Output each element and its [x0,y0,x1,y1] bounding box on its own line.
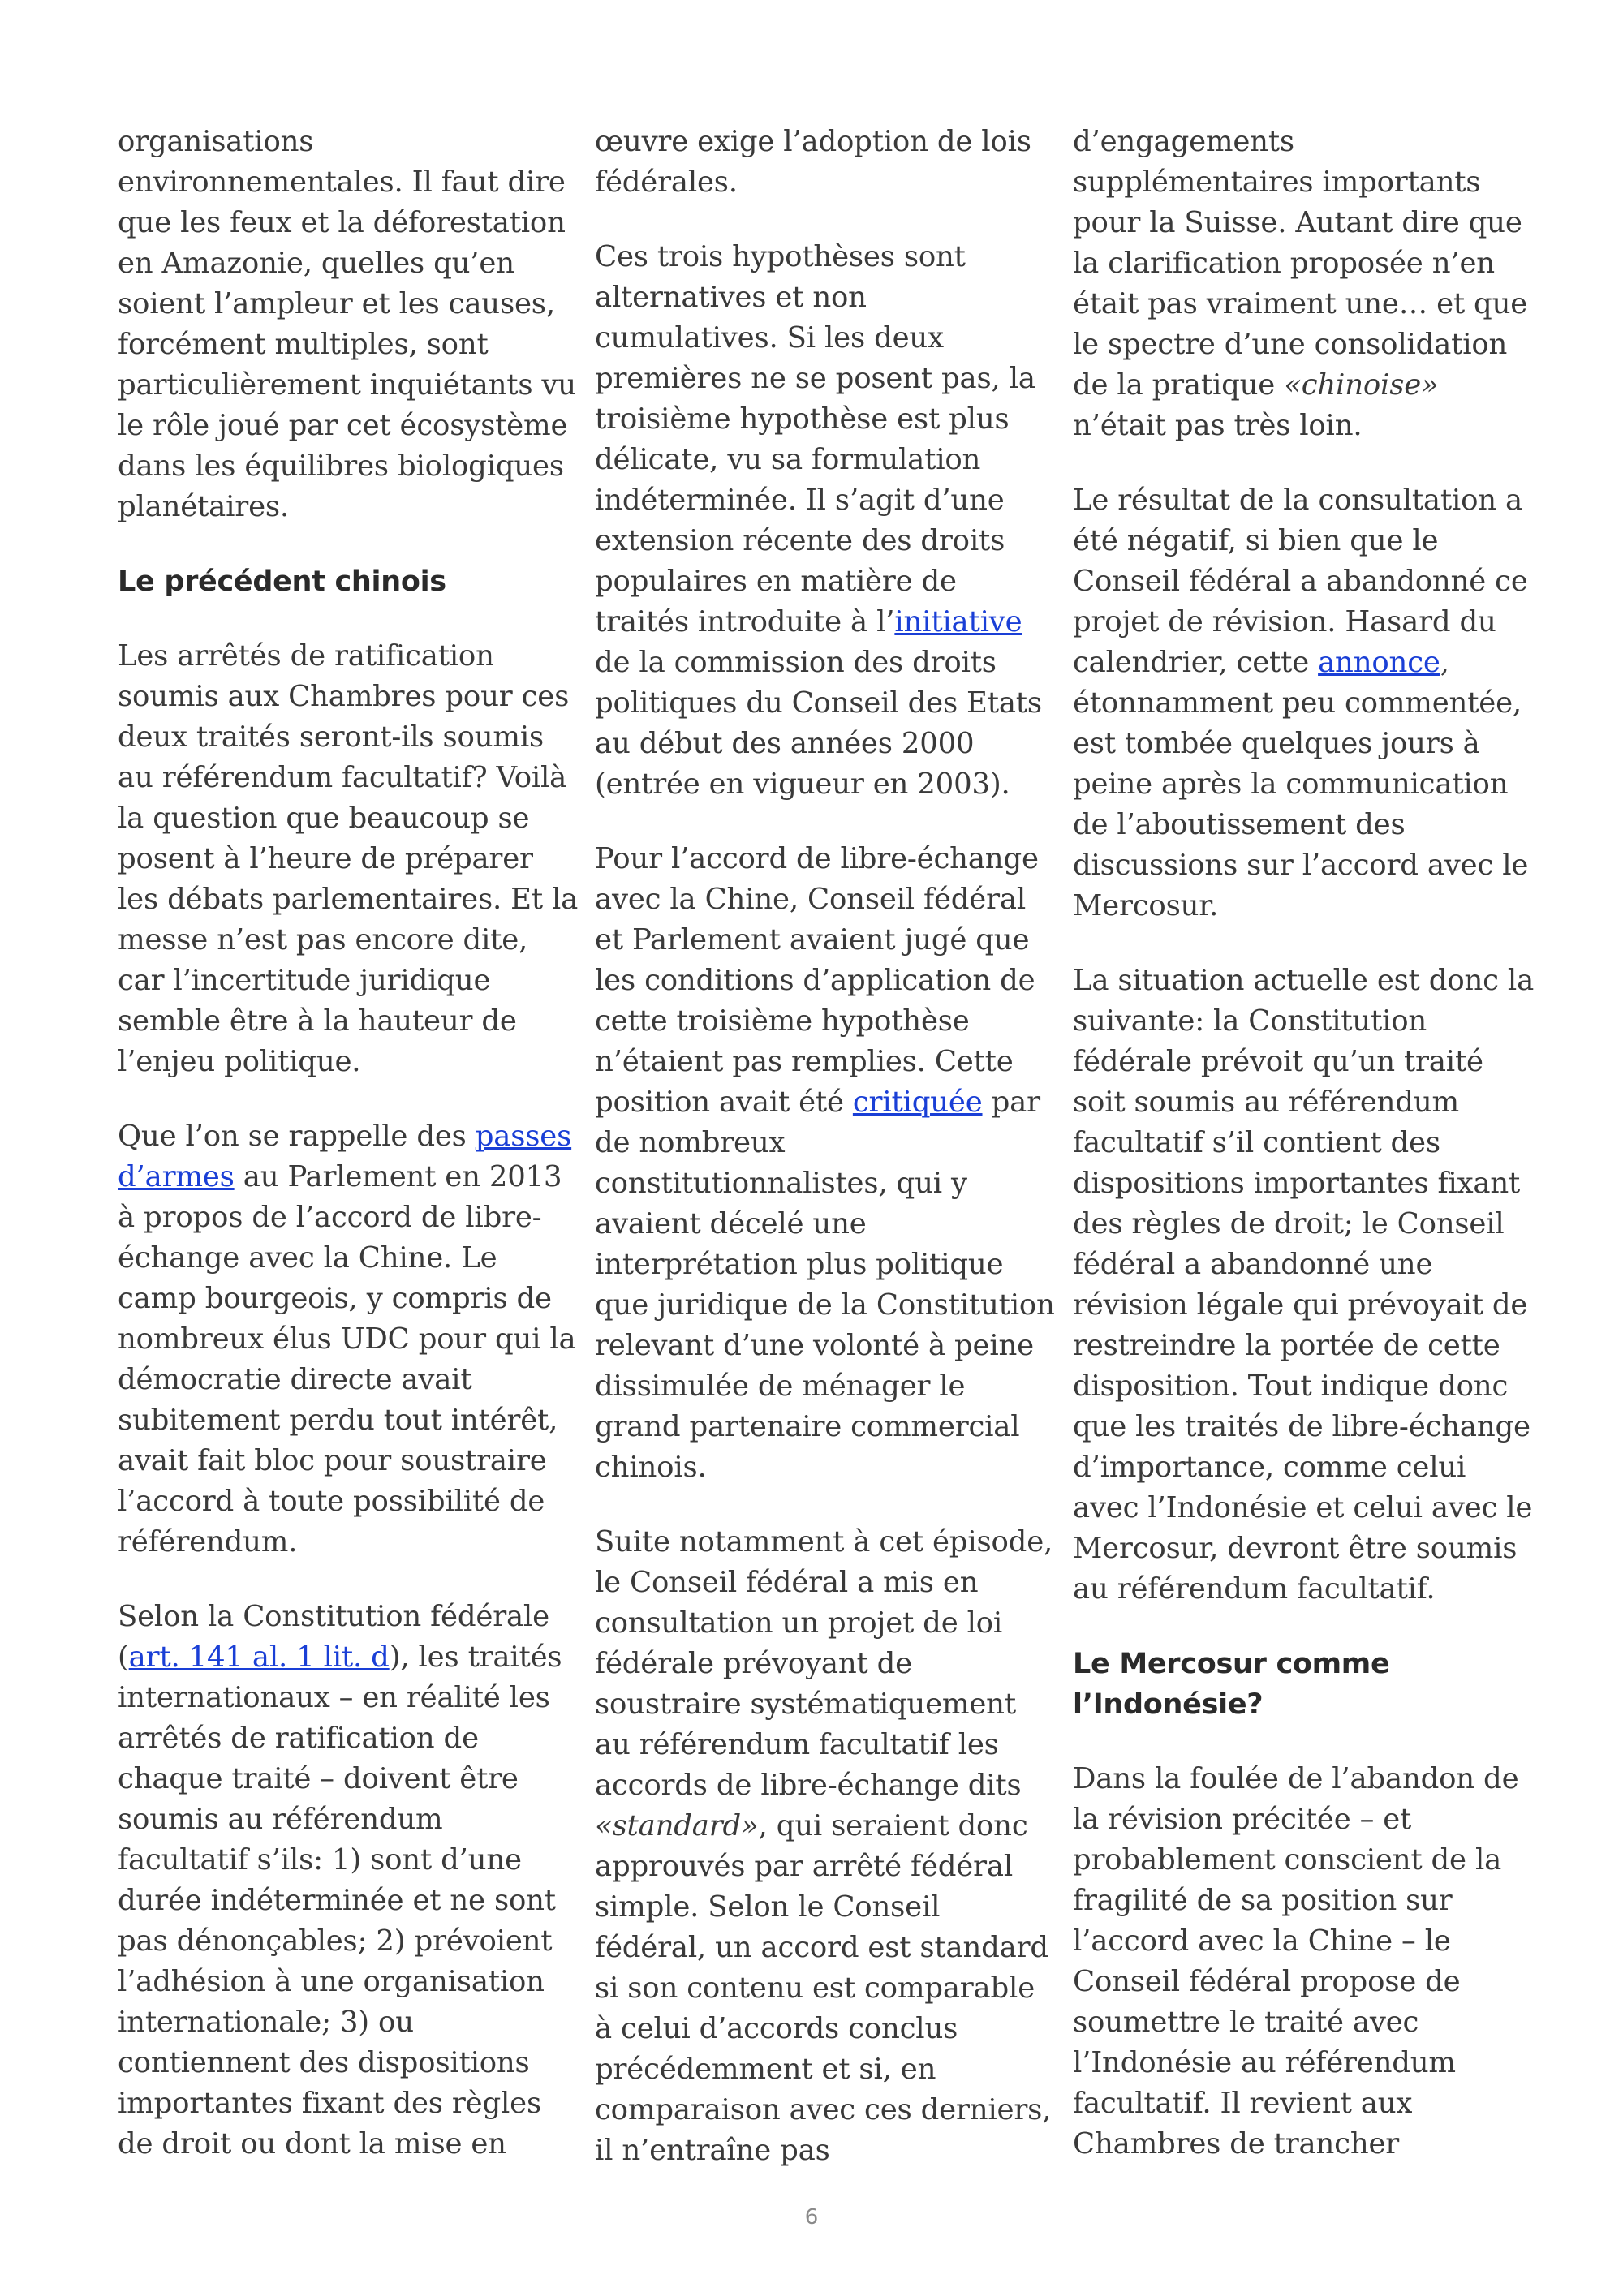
text-line: Dans la foulée de l’abandon de [1073,1762,1519,1795]
text-line: facultatif s’ils: 1) sont d’une [118,1843,522,1877]
text-line: planétaires. [118,490,289,523]
text-span: , [1440,646,1449,679]
text-line: n’étaient pas remplies. Cette [595,1045,1014,1078]
text-line: que juridique de la Constitution [595,1288,1055,1322]
text-line: camp bourgeois, y compris de [118,1282,552,1315]
text-line: discussions sur l’accord avec le [1073,849,1529,882]
text-line: au référendum facultatif les [595,1728,999,1761]
paragraph [1073,122,1528,446]
text-line: (entrée en vigueur en 2003). [595,767,1010,801]
text-line: Le résultat de la consultation a [1073,484,1522,517]
text-line: pour la Suisse. Autant dire que [1073,206,1522,239]
initiative-link[interactable]: initiative [894,605,1022,638]
text-line: le spectre d’une consolidation [1073,328,1508,361]
text-line: internationale; 3) ou [118,2006,414,2039]
text-line: de droit ou dont la mise en [118,2127,506,2161]
text-line: durée indéterminée et ne sont [118,1884,556,1917]
text-span: par [982,1086,1040,1119]
text-line: Mercosur. [1073,889,1219,922]
text-line: à celui d’accords conclus [595,2012,958,2045]
text-line: soient l’ampleur et les causes, [118,287,555,320]
page-number: 6 [804,2205,819,2229]
text-line: alternatives et non [595,281,867,314]
text-line: premières ne se posent pas, la [595,362,1035,395]
text-line: contiennent des dispositions [118,2046,530,2079]
text-line: Suite notamment à cet épisode, [595,1525,1053,1559]
text-line: facultatif. Il revient aux [1073,2087,1413,2120]
text-line: nombreux élus UDC pour qui la [118,1322,576,1356]
text-span: au Parlement en 2013 [234,1160,562,1193]
column-1 [118,122,579,2165]
text-line: l’Indonésie au référendum [1073,2046,1456,2079]
text-line: chaque traité – doivent être [118,1762,519,1795]
text-line: que les feux et la déforestation [118,206,566,239]
text-span: traités introduite à l’ [595,605,895,638]
text-line: dispositions importantes fixant [1073,1167,1521,1200]
text-line: deux traités seront-ils soumis [118,720,545,754]
text-line: organisations [118,125,314,158]
text-line: la clarification proposée n’en [1073,247,1495,280]
text-line: comparaison avec ces derniers, [595,2093,1052,2126]
text-line: référendum. [118,1525,298,1559]
text-line: pas dénonçables; 2) prévoient [118,1924,553,1958]
emphasis-text: «standard» [595,1809,759,1842]
annonce-link[interactable]: annonce [1318,646,1440,679]
text-line: Selon la Constitution fédérale [118,1600,549,1633]
text-line: forcément multiples, sont [118,328,489,361]
text-line: les conditions d’application de [595,964,1035,997]
text-line: précédemment et si, en [595,2053,936,2086]
text-line: car l’incertitude juridique [118,964,491,997]
paragraph [595,839,1055,1488]
text-line: avaient décelé une [595,1207,867,1240]
text-line: avec la Chine, Conseil fédéral [595,883,1027,916]
text-line: relevant d’une volonté à peine [595,1329,1034,1362]
passes-darmes-link-cont[interactable]: d’armes [118,1160,235,1193]
text-line: cumulatives. Si les deux [595,321,944,355]
text-line [595,1082,1049,1123]
text-line: soumettre le traité avec [1073,2006,1419,2039]
text-line: soit soumis au référendum [1073,1086,1460,1119]
paragraph [1073,1759,1523,2165]
text-line: est tombée quelques jours à [1073,727,1480,760]
text-line: Mercosur, devront être soumis [1073,1532,1518,1565]
text-line: à propos de l’accord de libre- [118,1201,542,1234]
text-line: disposition. Tout indique donc [1073,1369,1509,1403]
paragraph [118,636,579,1082]
text-line: en Amazonie, quelles qu’en [118,247,514,280]
text-span: de la pratique [1073,368,1285,402]
text-span: , qui seraient donc [758,1809,1028,1842]
text-line: messe n’est pas encore dite, [118,923,528,957]
text-line: Conseil fédéral propose de [1073,1965,1461,1998]
text-span: position avait été [595,1086,853,1119]
text-line: au début des années 2000 [595,727,975,760]
text-line: Pour l’accord de libre-échange [595,842,1039,875]
text-line: accords de libre-échange dits [595,1769,1022,1802]
text-line: subitement perdu tout intérêt, [118,1404,558,1437]
text-line: restreindre la portée de cette [1073,1329,1500,1362]
text-line [595,1806,1049,1847]
text-line: au référendum facultatif. [1073,1572,1436,1606]
text-line: fédérale prévoyant de [595,1647,912,1680]
text-line: Ces trois hypothèses sont [595,240,966,273]
text-line: chinois. [595,1451,707,1484]
text-line [118,1637,568,1678]
text-span: calendrier, cette [1073,646,1319,679]
text-line: l’enjeu politique. [118,1045,361,1078]
text-line: révision légale qui prévoyait de [1073,1288,1528,1322]
text-span: ), les traités [389,1640,562,1674]
paragraph [118,1116,576,1563]
text-line: au référendum facultatif? Voilà [118,761,567,794]
text-line: d’importance, comme celui [1073,1451,1466,1484]
text-line: la révision précitée – et [1073,1803,1412,1836]
text-line: soumis au référendum [118,1803,443,1836]
text-line: posent à l’heure de préparer [118,842,533,875]
text-line: de la commission des droits [595,646,997,679]
passes-darmes-link[interactable]: passes [475,1120,572,1153]
text-line [118,1116,572,1157]
text-line: dans les équilibres biologiques [118,449,564,483]
text-line: La situation actuelle est donc la [1073,964,1535,997]
text-line: il n’entraîne pas [595,2134,830,2167]
text-line: fédéral a abandonné une [1073,1248,1433,1281]
text-line: avec l’Indonésie et celui avec le [1073,1491,1533,1524]
text-line: grand partenaire commercial [595,1410,1020,1443]
text-line: interprétation plus politique [595,1248,1004,1281]
text-line: et Parlement avaient jugé que [595,923,1030,957]
text-line: indéterminée. Il s’agit d’une [595,484,1005,517]
text-line [118,1157,568,1197]
text-line: suivante: la Constitution [1073,1004,1427,1038]
text-line: échange avec la Chine. Le [118,1241,497,1275]
text-line: simple. Selon le Conseil [595,1890,941,1924]
text-line: de nombreux [595,1126,786,1159]
text-line: constitutionnalistes, qui y [595,1167,967,1200]
text-line: particulièrement inquiétants vu [118,368,576,402]
text-line: démocratie directe avait [118,1363,472,1396]
text-line: si son contenu est comparable [595,1971,1035,2005]
text-line: fragilité de sa position sur [1073,1884,1453,1917]
section-heading: Le précédent chinois [118,565,446,598]
text-line: approuvés par arrêté fédéral [595,1850,1013,1883]
critiquee-link[interactable]: critiquée [852,1086,983,1119]
text-span: Que l’on se rappelle des [118,1120,476,1153]
text-line: fédéral, un accord est standard [595,1931,1048,1964]
paragraph [118,1597,568,2165]
text-span: ( [118,1640,129,1674]
text-line: délicate, vu sa formulation [595,443,981,476]
text-line: n’était pas très loin. [1073,409,1363,442]
text-line: peine après la communication [1073,767,1509,801]
text-line: arrêtés de ratification de [118,1722,479,1755]
text-line: Chambres de trancher [1073,2127,1400,2161]
column-2 [595,122,1055,2171]
text-line: de l’aboutissement des [1073,808,1406,841]
text-line: d’engagements [1073,125,1294,158]
text-line: l’accord avec la Chine – le [1073,1924,1451,1958]
constitution-article-link[interactable]: art. 141 al. 1 lit. d [128,1640,390,1674]
text-line: était pas vraiment une… et que [1073,287,1528,320]
text-line: importantes fixant des règles [118,2087,541,2120]
text-line: soustraire systématiquement [595,1688,1016,1721]
text-line: œuvre exige l’adoption de lois [595,125,1031,158]
text-line: supplémentaires importants [1073,166,1481,199]
text-line: fédérales. [595,166,738,199]
text-line: extension récente des droits [595,524,1005,557]
text-line: cette troisième hypothèse [595,1004,970,1038]
section-heading: Le Mercosur comme [1073,1648,1390,1680]
text-line: fédérale prévoit qu’un traité [1073,1045,1483,1078]
text-line: probablement conscient de la [1073,1843,1502,1877]
text-line [1073,365,1523,406]
text-line: projet de révision. Hasard du [1073,605,1496,638]
section-heading: l’Indonésie? [1073,1688,1264,1721]
text-line: l’adhésion à une organisation [118,1965,545,1998]
column-3 [1073,122,1535,2165]
text-line: que les traités de libre-échange [1073,1410,1530,1443]
text-line: le rôle joué par cet écosystème [118,409,568,442]
text-line: avait fait bloc pour soustraire [118,1444,547,1477]
text-line: l’accord à toute possibilité de [118,1485,545,1518]
text-line: dissimulée de ménager le [595,1369,966,1403]
paragraph [1073,480,1529,927]
paragraph [595,1522,1053,2171]
text-line: facultatif s’il contient des [1073,1126,1440,1159]
text-line: les débats parlementaires. Et la [118,883,579,916]
paragraph [595,122,1049,203]
text-line [595,602,1049,643]
text-line: soumis aux Chambres pour ces [118,680,570,713]
text-line: internationaux – en réalité les [118,1681,550,1714]
text-line: Conseil fédéral a abandonné ce [1073,565,1528,598]
emphasis-text: «chinoise» [1284,368,1439,402]
text-line: semble être à la hauteur de [118,1004,517,1038]
paragraph [595,237,1049,805]
text-line: environnementales. Il faut dire [118,166,566,199]
text-line: populaires en matière de [595,565,957,598]
text-line: des règles de droit; le Conseil [1073,1207,1505,1240]
text-line: été négatif, si bien que le [1073,524,1439,557]
text-line: la question que beaucoup se [118,802,530,835]
paragraph [118,122,576,527]
text-line: Les arrêtés de ratification [118,639,494,673]
text-line: politiques du Conseil des Etats [595,686,1042,720]
text-line [1073,643,1523,683]
paragraph [1073,961,1535,1610]
text-line: le Conseil fédéral a mis en [595,1566,979,1599]
text-line: étonnamment peu commentée, [1073,686,1522,720]
text-line: consultation un projet de loi [595,1606,1003,1640]
text-line: troisième hypothèse est plus [595,402,1010,436]
